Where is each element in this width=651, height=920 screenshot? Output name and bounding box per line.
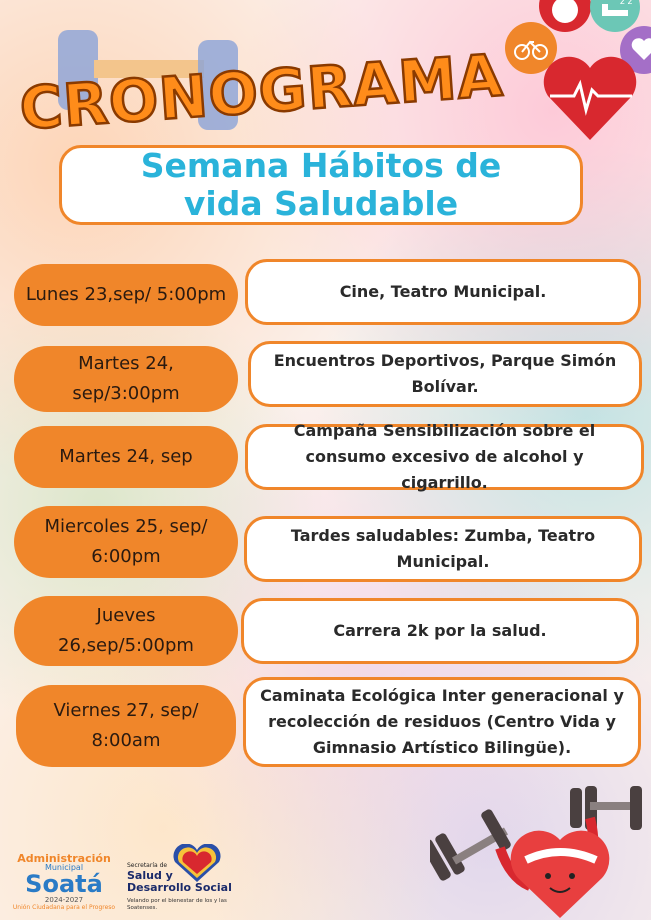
schedule-date: Viernes 27, sep/ 8:00am — [16, 685, 236, 767]
logo2-line1: Secretaría de — [127, 862, 168, 869]
heart-lifting-weights-icon — [430, 778, 651, 920]
schedule-date: Martes 24, sep — [14, 426, 238, 488]
subtitle-line-1: Semana Hábitos de — [140, 146, 502, 185]
schedule-activity: Caminata Ecológica Inter generacional y recolección de residuos (Centro Vida y Gimnasio Artístico Bilingüe). — [243, 677, 641, 767]
logo1-line1: Administración — [17, 852, 111, 865]
schedule-date: Lunes 23,sep/ 5:00pm — [14, 264, 238, 326]
schedule-date: Martes 24, sep/3:00pm — [14, 346, 238, 412]
logo1-line4: 2024-2027 — [44, 896, 84, 904]
subtitle-line-2: vida Saludable — [183, 184, 459, 223]
schedule-date: Jueves 26,sep/5:00pm — [14, 596, 238, 666]
schedule-activity: Cine, Teatro Municipal. — [245, 259, 641, 325]
secretaria-logo — [127, 852, 237, 916]
page-title — [0, 20, 530, 150]
schedule-activity: Carrera 2k por la salud. — [241, 598, 639, 664]
schedule-activity: Encuentros Deportivos, Parque Simón Bolívar. — [248, 341, 642, 407]
subtitle-box — [59, 145, 583, 225]
svg-text:CRONOGRAMA: CRONOGRAMA — [17, 41, 506, 143]
svg-text:z z: z z — [620, 0, 633, 7]
logo2-line3: Desarrollo Social — [127, 881, 232, 894]
municipal-logo — [8, 852, 120, 916]
schedule-activity: Tardes saludables: Zumba, Teatro Municipal. — [244, 516, 642, 582]
logo1-line3: Soatá — [25, 870, 103, 898]
schedule-activity: Campaña Sensibilización sobre el consumo excesivo de alcohol y cigarrillo. — [245, 424, 644, 490]
logo2-line4: Velando por el bienestar de los y las Soatenses. — [127, 898, 227, 911]
logo1-line5: Unión Ciudadana para el Progreso — [12, 904, 116, 911]
schedule-date: Miercoles 25, sep/ 6:00pm — [14, 506, 238, 578]
logo1-line2: Municipal — [44, 863, 84, 872]
heartbeat-heart-icon — [540, 56, 640, 142]
logo2-line2: Salud y — [127, 869, 173, 882]
